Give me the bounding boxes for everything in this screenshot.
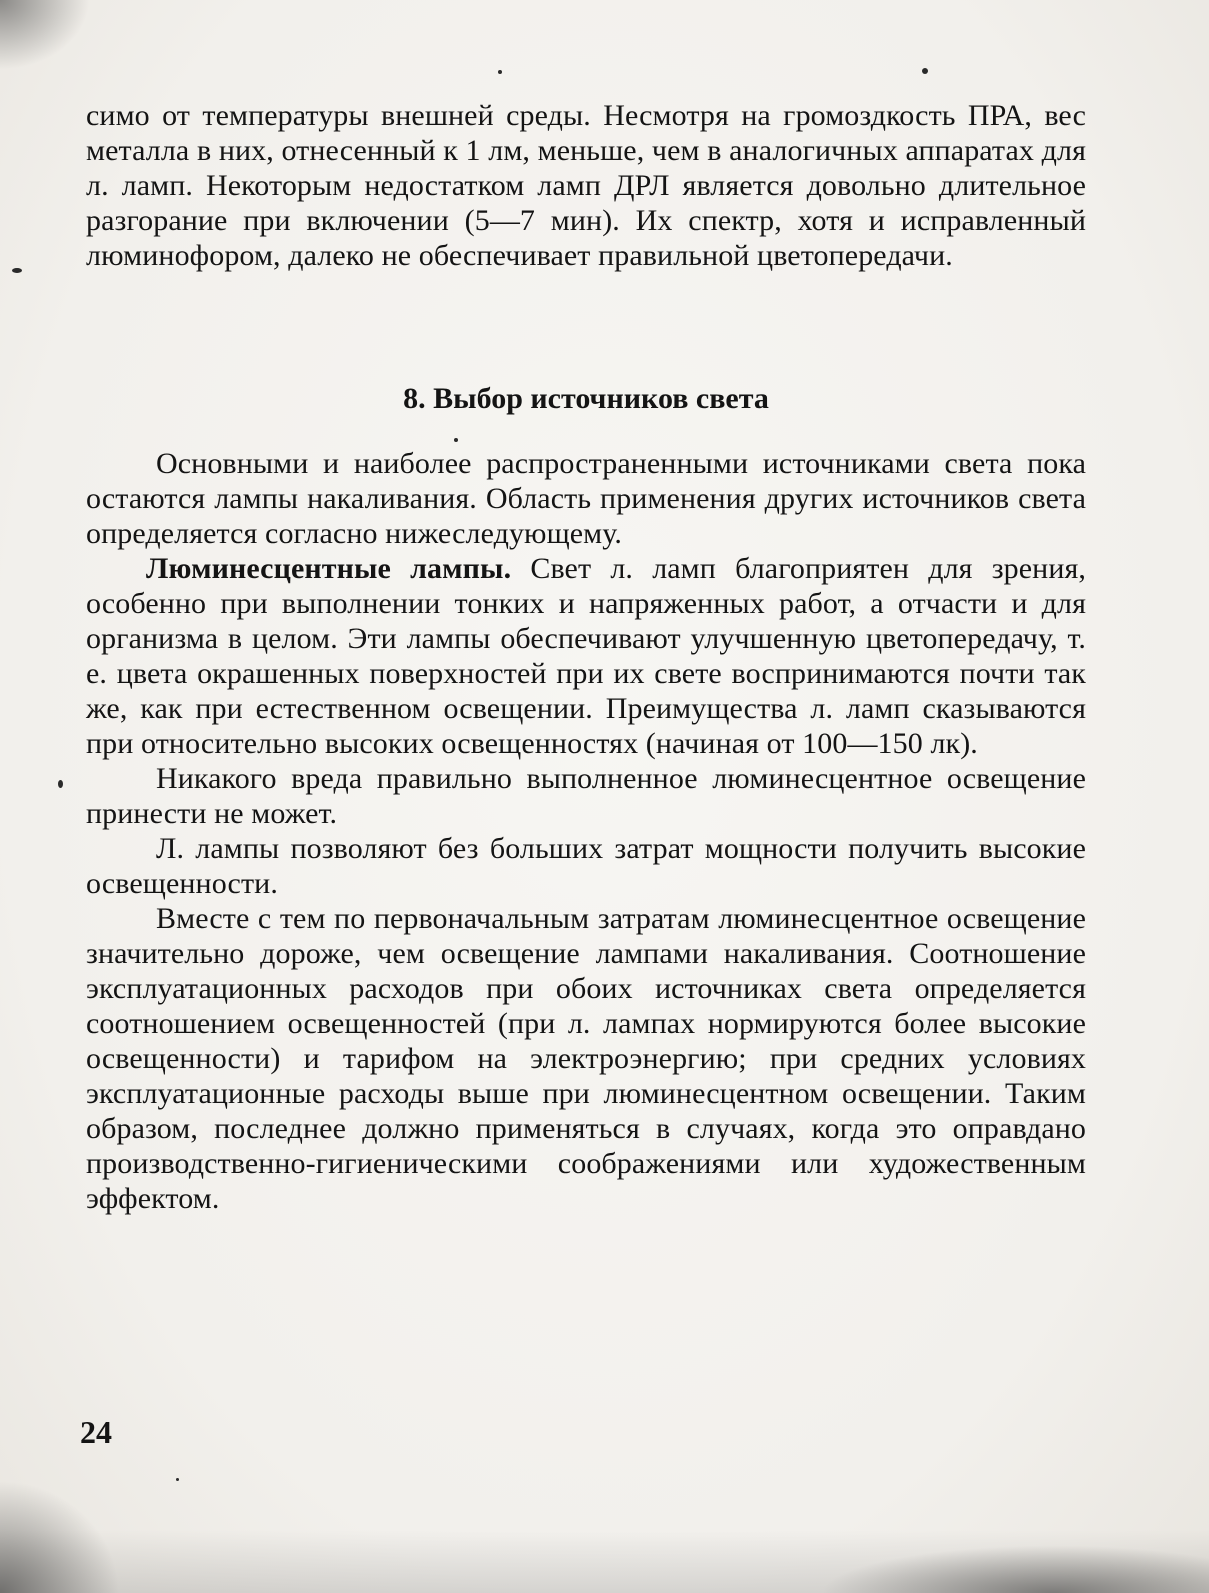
paragraph-fluorescent-lamps: [86, 551, 1086, 761]
speck: [12, 268, 22, 273]
fluorescent-text: Свет л. ламп благоприятен для зрения, особенно при выполнении тонких и напряженных работ, а отчасти и для организма в целом. Эти лампы обеспечивают улучшенную цветопередачу, т. е. цвета окрашенных поверхностей при их свете воспринимаются почти так же, как при естественном освещении. Преимущества л. ламп сказываются при относительно высоких освещенностях (начиная от 100—150 лк).: [86, 552, 1086, 760]
speck: [922, 68, 928, 74]
section-heading: 8. Выбор источников света: [403, 382, 769, 415]
speck: [58, 780, 63, 788]
scan-edge-bottom: [0, 1530, 1209, 1593]
scan-edge-bottom-left: [0, 1480, 120, 1593]
paragraph-costs: Вместе с тем по первоначальным затратам люминесцентное освещение значительно дороже, чем освещение лампами накаливания. Соотношение эксплуатационных расходов при обоих источниках света определяется соотношением освещенностей (при л. лампах нормируются более высокие освещенности) и тарифом на электроэнергию; при средних условиях эксплуатационные расходы выше при люминесцентном освещении. Таким образом, последнее должно применяться в случаях, когда это оправдано производственно-гигиеническими соображениями или художественным эффектом.: [86, 902, 1086, 1215]
scan-edge-top-left: [0, 0, 90, 70]
speck: [176, 1478, 179, 1481]
section-body: [86, 446, 1086, 1216]
term-fluorescent-lamps: Люминесцентные лампы.: [146, 552, 512, 585]
paragraph-no-harm: Никакого вреда правильно выполненное люминесцентное освещение принести не может.: [86, 762, 1086, 830]
speck: [454, 438, 458, 442]
page-number: 24: [80, 1414, 112, 1450]
scan-edge-bottom-right: [820, 1545, 1209, 1593]
paragraph-intro: Основными и наиболее распространенными источниками света пока остаются лампы накаливания. Область применения других источников света определяется согласно нижеследующему.: [86, 447, 1086, 550]
paragraph-high-illuminance: Л. лампы позволяют без больших затрат мощности получить высокие освещенности.: [86, 832, 1086, 900]
speck: [498, 70, 502, 74]
paragraph-text: симо от температуры внешней среды. Несмотря на громоздкость ПРА, вес металла в них, отнесенный к 1 лм, меньше, чем в аналогичных аппаратах для л. ламп. Некоторым недостатком ламп ДРЛ является довольно длительное разгорание при включении (5—7 мин). Их спектр, хотя и исправленный люминофором, далеко не обеспечивает правильной цветопередачи.: [86, 99, 1086, 272]
carry-over-paragraph: [86, 98, 1086, 273]
